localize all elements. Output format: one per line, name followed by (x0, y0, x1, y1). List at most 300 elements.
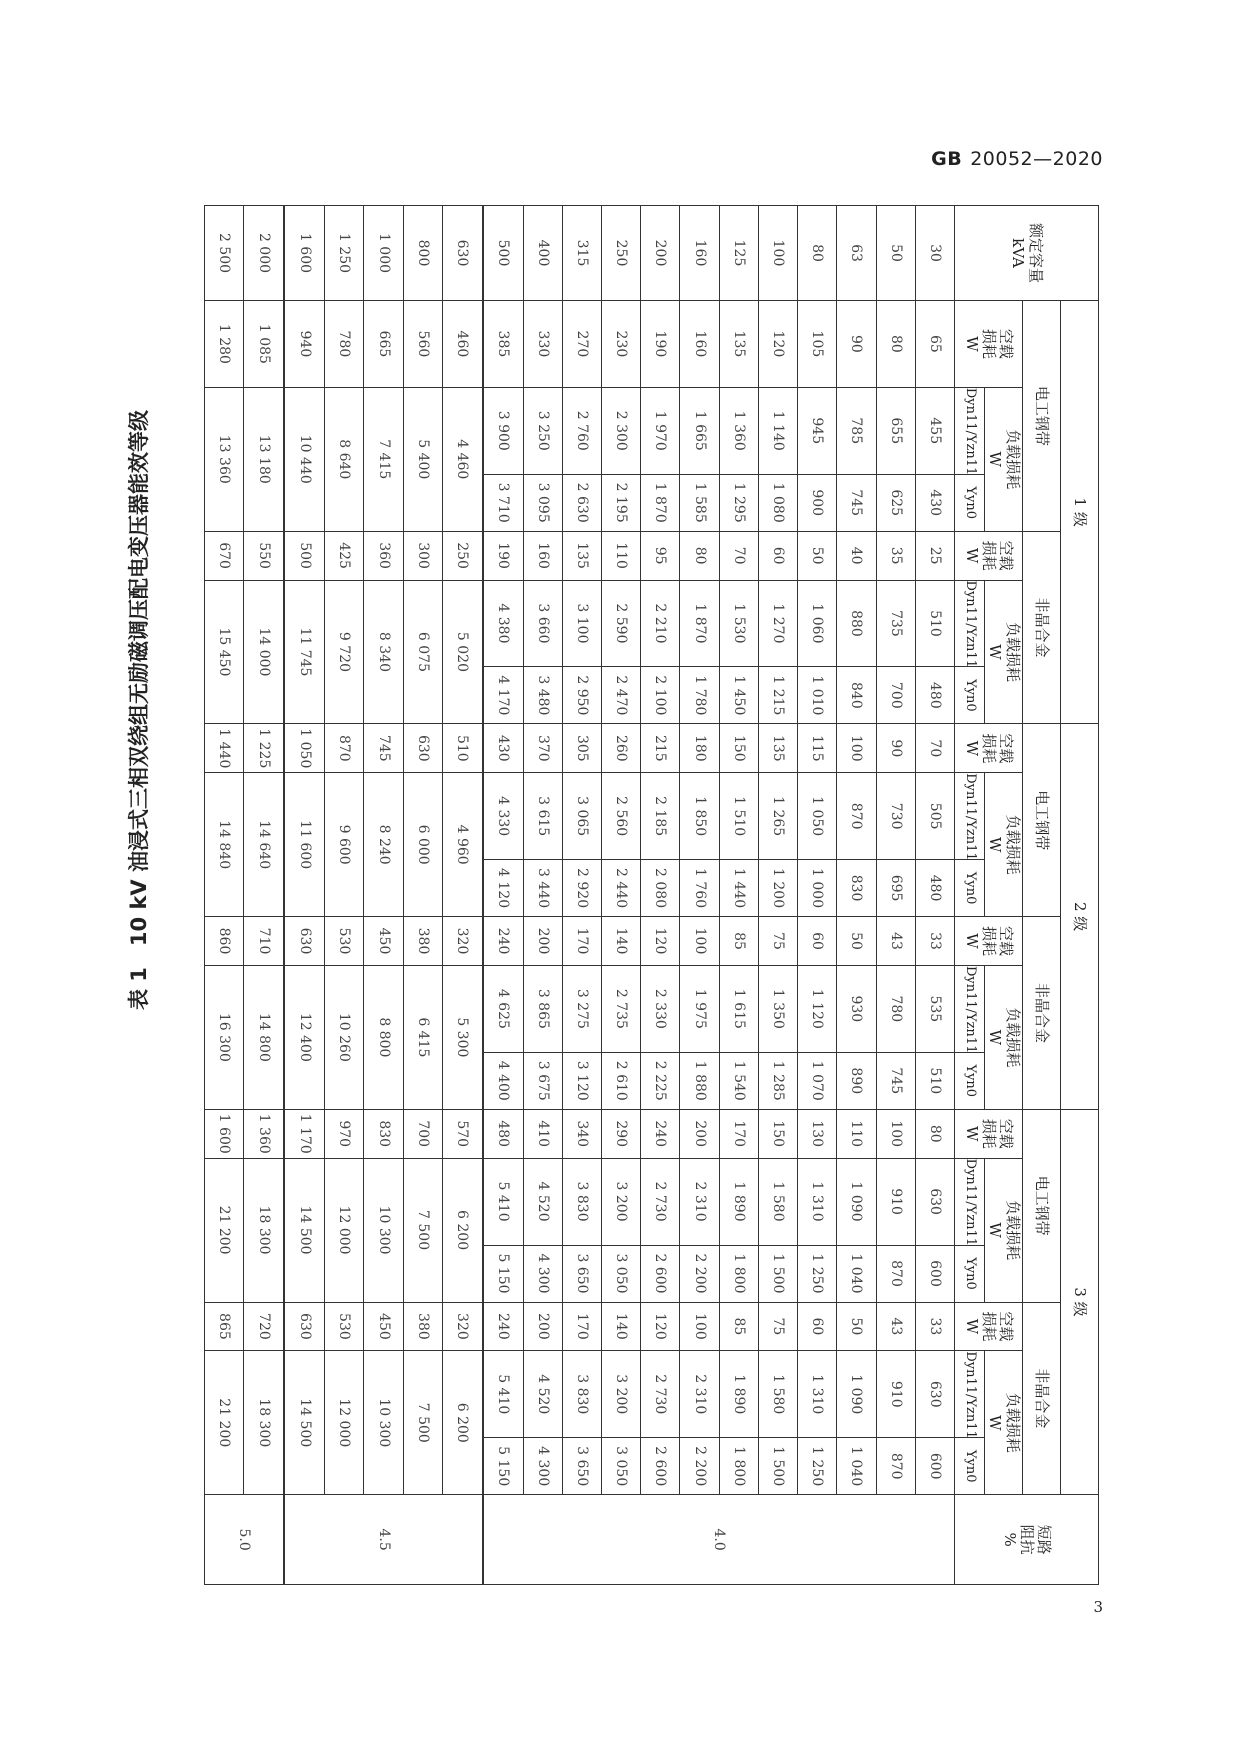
value-cell: 1 600 (205, 1109, 244, 1158)
value-cell: 700 (403, 1109, 442, 1158)
header-material-2: 非晶合金 (1023, 531, 1061, 724)
value-cell: 1 540 (719, 1052, 758, 1109)
value-cell: 43 (876, 1302, 915, 1351)
value-cell: 1 880 (680, 1052, 719, 1109)
table-row (325, 206, 364, 1585)
value-cell: 3 615 (523, 773, 562, 860)
value-cell: 2 225 (641, 1052, 680, 1109)
table-row (641, 206, 680, 1585)
value-cell: 100 (837, 724, 876, 773)
header-noload-loss: 空载 损耗 W (955, 917, 1023, 966)
value-cell: 1 440 (719, 860, 758, 917)
header-grade-3: 3 级 (1061, 1109, 1099, 1494)
value-cell: 9 600 (325, 773, 364, 917)
value-cell: 4 400 (483, 1052, 523, 1109)
value-cell: 3 675 (523, 1052, 562, 1109)
value-cell: 430 (915, 474, 954, 531)
table-row (205, 206, 244, 1585)
value-cell: 170 (562, 917, 601, 966)
value-cell: 100 (680, 917, 719, 966)
value-cell: 1 120 (798, 965, 837, 1052)
value-cell: 2 195 (602, 474, 641, 531)
value-cell: 530 (325, 917, 364, 966)
header-yyn0: Yyn0 (955, 474, 985, 531)
value-cell: 40 (837, 531, 876, 580)
value-cell: 70 (915, 724, 954, 773)
value-cell: 14 640 (244, 773, 284, 917)
value-cell: 500 (284, 531, 324, 580)
value-cell: 15 450 (205, 580, 244, 724)
value-cell: 1 270 (758, 580, 797, 667)
value-cell: 1 310 (798, 1351, 837, 1438)
value-cell: 65 (915, 301, 954, 388)
value-cell: 745 (364, 724, 403, 773)
value-cell: 2 200 (680, 1245, 719, 1302)
value-cell: 9 720 (325, 580, 364, 724)
header-yyn0: Yyn0 (955, 667, 985, 724)
value-cell: 1 970 (641, 387, 680, 474)
value-cell: 1 890 (719, 1351, 758, 1438)
value-cell: 480 (915, 667, 954, 724)
value-cell: 10 260 (325, 965, 364, 1109)
value-cell: 1 450 (719, 667, 758, 724)
header-dyn11: Dyn11/Yzn11 (955, 1351, 985, 1438)
value-cell: 3 200 (602, 1351, 641, 1438)
value-cell: 1 010 (798, 667, 837, 724)
value-cell: 1 440 (205, 724, 244, 773)
value-cell: 4 460 (442, 387, 482, 531)
value-cell: 1 000 (798, 860, 837, 917)
value-cell: 12 400 (284, 965, 324, 1109)
header-dyn11: Dyn11/Yzn11 (955, 773, 985, 860)
value-cell: 880 (837, 580, 876, 667)
value-cell: 10 300 (364, 1351, 403, 1495)
value-cell: 4 170 (483, 667, 523, 724)
value-cell: 14 500 (284, 1351, 324, 1495)
value-cell: 2 200 (680, 1438, 719, 1495)
table-row (680, 206, 719, 1585)
value-cell: 11 745 (284, 580, 324, 724)
value-cell: 7 500 (403, 1158, 442, 1302)
value-cell: 1 085 (244, 301, 284, 388)
value-cell: 135 (719, 301, 758, 388)
header-yyn0: Yyn0 (955, 1245, 985, 1302)
value-cell: 320 (442, 1302, 482, 1351)
value-cell: 570 (442, 1109, 482, 1158)
value-cell: 560 (403, 301, 442, 388)
value-cell: 6 200 (442, 1351, 482, 1495)
value-cell: 2 600 (641, 1438, 680, 1495)
value-cell: 1 780 (680, 667, 719, 724)
value-cell: 910 (876, 1158, 915, 1245)
value-cell: 5 410 (483, 1158, 523, 1245)
value-cell: 1 295 (719, 474, 758, 531)
header-load-loss: 负载损耗 W (985, 1158, 1023, 1302)
value-cell: 8 800 (364, 965, 403, 1109)
value-cell: 2 080 (641, 860, 680, 917)
header-dyn11: Dyn11/Yzn11 (955, 580, 985, 667)
value-cell: 865 (205, 1302, 244, 1351)
value-cell: 13 180 (244, 387, 284, 531)
value-cell: 190 (483, 531, 523, 580)
value-cell: 3 065 (562, 773, 601, 860)
value-cell: 1 500 (758, 1245, 797, 1302)
page-number: 3 (1093, 1598, 1103, 1616)
value-cell: 60 (758, 531, 797, 580)
value-cell: 1 350 (758, 965, 797, 1052)
value-cell: 75 (758, 917, 797, 966)
value-cell: 135 (758, 724, 797, 773)
capacity-cell: 250 (602, 206, 641, 301)
value-cell: 1 090 (837, 1158, 876, 1245)
value-cell: 3 095 (523, 474, 562, 531)
value-cell: 1 360 (244, 1109, 284, 1158)
value-cell: 2 630 (562, 474, 601, 531)
value-cell: 480 (915, 860, 954, 917)
capacity-cell: 50 (876, 206, 915, 301)
value-cell: 3 200 (602, 1158, 641, 1245)
value-cell: 1 040 (837, 1438, 876, 1495)
value-cell: 14 800 (244, 965, 284, 1109)
value-cell: 1 310 (798, 1158, 837, 1245)
table-row (442, 206, 482, 1585)
value-cell: 630 (915, 1351, 954, 1438)
value-cell: 1 080 (758, 474, 797, 531)
value-cell: 1 225 (244, 724, 284, 773)
efficiency-grade-table (204, 205, 1099, 1585)
value-cell: 1 580 (758, 1351, 797, 1438)
value-cell: 700 (876, 667, 915, 724)
header-yyn0: Yyn0 (955, 1052, 985, 1109)
value-cell: 170 (562, 1302, 601, 1351)
value-cell: 870 (837, 773, 876, 860)
value-cell: 1 040 (837, 1245, 876, 1302)
value-cell: 510 (915, 580, 954, 667)
value-cell: 900 (798, 474, 837, 531)
value-cell: 940 (284, 301, 324, 388)
value-cell: 6 000 (403, 773, 442, 917)
value-cell: 340 (562, 1109, 601, 1158)
value-cell: 655 (876, 387, 915, 474)
value-cell: 695 (876, 860, 915, 917)
header-noload-loss: 空载 损耗 W (955, 1302, 1023, 1351)
value-cell: 120 (758, 301, 797, 388)
capacity-cell: 1 000 (364, 206, 403, 301)
value-cell: 360 (364, 531, 403, 580)
header-load-loss: 负载损耗 W (985, 387, 1023, 531)
table-row (523, 206, 562, 1585)
value-cell: 1 250 (798, 1438, 837, 1495)
value-cell: 6 415 (403, 965, 442, 1109)
value-cell: 215 (641, 724, 680, 773)
header-load-loss: 负载损耗 W (985, 580, 1023, 724)
value-cell: 1 215 (758, 667, 797, 724)
value-cell: 945 (798, 387, 837, 474)
value-cell: 970 (325, 1109, 364, 1158)
value-cell: 100 (876, 1109, 915, 1158)
header-noload-loss: 空载 损耗 W (955, 724, 1023, 773)
value-cell: 190 (641, 301, 680, 388)
value-cell: 1 070 (798, 1052, 837, 1109)
value-cell: 410 (523, 1109, 562, 1158)
value-cell: 7 415 (364, 387, 403, 531)
capacity-cell: 1 250 (325, 206, 364, 301)
header-yyn0: Yyn0 (955, 860, 985, 917)
value-cell: 4 520 (523, 1158, 562, 1245)
table-row (403, 206, 442, 1585)
value-cell: 4 300 (523, 1438, 562, 1495)
value-cell: 2 730 (641, 1351, 680, 1438)
value-cell: 43 (876, 917, 915, 966)
value-cell: 2 950 (562, 667, 601, 724)
value-cell: 35 (876, 531, 915, 580)
header-dyn11: Dyn11/Yzn11 (955, 965, 985, 1052)
value-cell: 13 360 (205, 387, 244, 531)
value-cell: 180 (680, 724, 719, 773)
value-cell: 720 (244, 1302, 284, 1351)
value-cell: 870 (325, 724, 364, 773)
value-cell: 1 615 (719, 965, 758, 1052)
value-cell: 425 (325, 531, 364, 580)
value-cell: 1 050 (284, 724, 324, 773)
value-cell: 5 400 (403, 387, 442, 531)
value-cell: 60 (798, 917, 837, 966)
value-cell: 21 200 (205, 1351, 244, 1495)
value-cell: 80 (915, 1109, 954, 1158)
value-cell: 200 (523, 1302, 562, 1351)
value-cell: 5 300 (442, 965, 482, 1109)
value-cell: 1 510 (719, 773, 758, 860)
value-cell: 1 870 (680, 580, 719, 667)
value-cell: 2 470 (602, 667, 641, 724)
value-cell: 60 (798, 1302, 837, 1351)
value-cell: 2 310 (680, 1351, 719, 1438)
table-row (758, 206, 797, 1585)
value-cell: 90 (837, 301, 876, 388)
value-cell: 3 100 (562, 580, 601, 667)
value-cell: 665 (364, 301, 403, 388)
rotated-table-wrapper (204, 205, 1099, 1585)
value-cell: 380 (403, 917, 442, 966)
value-cell: 130 (798, 1109, 837, 1158)
value-cell: 8 340 (364, 580, 403, 724)
value-cell: 450 (364, 1302, 403, 1351)
value-cell: 100 (680, 1302, 719, 1351)
value-cell: 5 410 (483, 1351, 523, 1438)
header-material-1: 电工钢带 (1023, 724, 1061, 917)
value-cell: 300 (403, 531, 442, 580)
value-cell: 200 (523, 917, 562, 966)
value-cell: 830 (364, 1109, 403, 1158)
value-cell: 505 (915, 773, 954, 860)
value-cell: 3 480 (523, 667, 562, 724)
value-cell: 4 380 (483, 580, 523, 667)
capacity-cell: 100 (758, 206, 797, 301)
capacity-cell: 200 (641, 206, 680, 301)
value-cell: 1 170 (284, 1109, 324, 1158)
capacity-cell: 500 (483, 206, 523, 301)
value-cell: 1 060 (798, 580, 837, 667)
value-cell: 860 (205, 917, 244, 966)
value-cell: 140 (602, 1302, 641, 1351)
value-cell: 600 (915, 1245, 954, 1302)
value-cell: 2 560 (602, 773, 641, 860)
value-cell: 105 (798, 301, 837, 388)
capacity-cell: 63 (837, 206, 876, 301)
value-cell: 160 (523, 531, 562, 580)
capacity-cell: 800 (403, 206, 442, 301)
value-cell: 870 (876, 1438, 915, 1495)
value-cell: 18 300 (244, 1158, 284, 1302)
value-cell: 1 140 (758, 387, 797, 474)
value-cell: 10 440 (284, 387, 324, 531)
value-cell: 4 625 (483, 965, 523, 1052)
value-cell: 735 (876, 580, 915, 667)
value-cell: 840 (837, 667, 876, 724)
value-cell: 260 (602, 724, 641, 773)
value-cell: 890 (837, 1052, 876, 1109)
value-cell: 1 500 (758, 1438, 797, 1495)
capacity-cell: 80 (798, 206, 837, 301)
value-cell: 4 960 (442, 773, 482, 917)
value-cell: 3 650 (562, 1438, 601, 1495)
value-cell: 2 920 (562, 860, 601, 917)
value-cell: 85 (719, 1302, 758, 1351)
table-row (798, 206, 837, 1585)
value-cell: 2 610 (602, 1052, 641, 1109)
value-cell: 870 (876, 1245, 915, 1302)
value-cell: 3 050 (602, 1438, 641, 1495)
value-cell: 2 730 (641, 1158, 680, 1245)
value-cell: 250 (442, 531, 482, 580)
table-row (837, 206, 876, 1585)
value-cell: 2 185 (641, 773, 680, 860)
value-cell: 3 050 (602, 1245, 641, 1302)
value-cell: 2 100 (641, 667, 680, 724)
value-cell: 730 (876, 773, 915, 860)
value-cell: 385 (483, 301, 523, 388)
value-cell: 1 530 (719, 580, 758, 667)
capacity-cell: 30 (915, 206, 954, 301)
value-cell: 3 660 (523, 580, 562, 667)
value-cell: 455 (915, 387, 954, 474)
value-cell: 21 200 (205, 1158, 244, 1302)
value-cell: 11 600 (284, 773, 324, 917)
value-cell: 240 (483, 1302, 523, 1351)
value-cell: 1 665 (680, 387, 719, 474)
value-cell: 380 (403, 1302, 442, 1351)
value-cell: 14 840 (205, 773, 244, 917)
value-cell: 780 (876, 965, 915, 1052)
value-cell: 510 (442, 724, 482, 773)
value-cell: 1 975 (680, 965, 719, 1052)
header-load-loss: 负载损耗 W (985, 965, 1023, 1109)
impedance-cell: 5.0 (205, 1495, 285, 1585)
header-noload-loss: 空载 损耗 W (955, 1109, 1023, 1158)
value-cell: 5 150 (483, 1438, 523, 1495)
table-row (364, 206, 403, 1585)
header-material-2: 非晶合金 (1023, 1302, 1061, 1495)
value-cell: 18 300 (244, 1351, 284, 1495)
value-cell: 2 210 (641, 580, 680, 667)
value-cell: 3 865 (523, 965, 562, 1052)
capacity-cell: 315 (562, 206, 601, 301)
value-cell: 3 900 (483, 387, 523, 474)
value-cell: 4 120 (483, 860, 523, 917)
value-cell: 110 (602, 531, 641, 580)
value-cell: 430 (483, 724, 523, 773)
value-cell: 14 500 (284, 1158, 324, 1302)
value-cell: 625 (876, 474, 915, 531)
value-cell: 1 265 (758, 773, 797, 860)
value-cell: 480 (483, 1109, 523, 1158)
value-cell: 160 (680, 301, 719, 388)
value-cell: 535 (915, 965, 954, 1052)
header-material-1: 电工钢带 (1023, 301, 1061, 532)
value-cell: 4 520 (523, 1351, 562, 1438)
header-load-loss: 负载损耗 W (985, 773, 1023, 917)
value-cell: 150 (758, 1109, 797, 1158)
table-row (876, 206, 915, 1585)
value-cell: 4 300 (523, 1245, 562, 1302)
value-cell: 3 120 (562, 1052, 601, 1109)
value-cell: 710 (244, 917, 284, 966)
value-cell: 50 (798, 531, 837, 580)
value-cell: 2 590 (602, 580, 641, 667)
value-cell: 12 000 (325, 1158, 364, 1302)
value-cell: 510 (915, 1052, 954, 1109)
table-row (483, 206, 523, 1585)
value-cell: 75 (758, 1302, 797, 1351)
header-material-2: 非晶合金 (1023, 917, 1061, 1110)
value-cell: 460 (442, 301, 482, 388)
value-cell: 2 330 (641, 965, 680, 1052)
value-cell: 3 710 (483, 474, 523, 531)
impedance-cell: 4.0 (483, 1495, 955, 1585)
value-cell: 1 890 (719, 1158, 758, 1245)
value-cell: 1 850 (680, 773, 719, 860)
value-cell: 330 (523, 301, 562, 388)
header-dyn11: Dyn11/Yzn11 (955, 1158, 985, 1245)
table-row (602, 206, 641, 1585)
table-row (244, 206, 284, 1585)
value-cell: 1 360 (719, 387, 758, 474)
header-dyn11: Dyn11/Yzn11 (955, 387, 985, 474)
value-cell: 1 870 (641, 474, 680, 531)
value-cell: 1 285 (758, 1052, 797, 1109)
value-cell: 630 (915, 1158, 954, 1245)
value-cell: 120 (641, 1302, 680, 1351)
capacity-cell: 160 (680, 206, 719, 301)
value-cell: 33 (915, 1302, 954, 1351)
value-cell: 550 (244, 531, 284, 580)
table-row (719, 206, 758, 1585)
value-cell: 2 300 (602, 387, 641, 474)
value-cell: 3 440 (523, 860, 562, 917)
value-cell: 785 (837, 387, 876, 474)
value-cell: 6 200 (442, 1158, 482, 1302)
value-cell: 1 760 (680, 860, 719, 917)
capacity-cell: 400 (523, 206, 562, 301)
value-cell: 140 (602, 917, 641, 966)
value-cell: 305 (562, 724, 601, 773)
value-cell: 1 090 (837, 1351, 876, 1438)
header-material-1: 电工钢带 (1023, 1109, 1061, 1302)
value-cell: 270 (562, 301, 601, 388)
value-cell: 120 (641, 917, 680, 966)
value-cell: 8 240 (364, 773, 403, 917)
value-cell: 3 275 (562, 965, 601, 1052)
